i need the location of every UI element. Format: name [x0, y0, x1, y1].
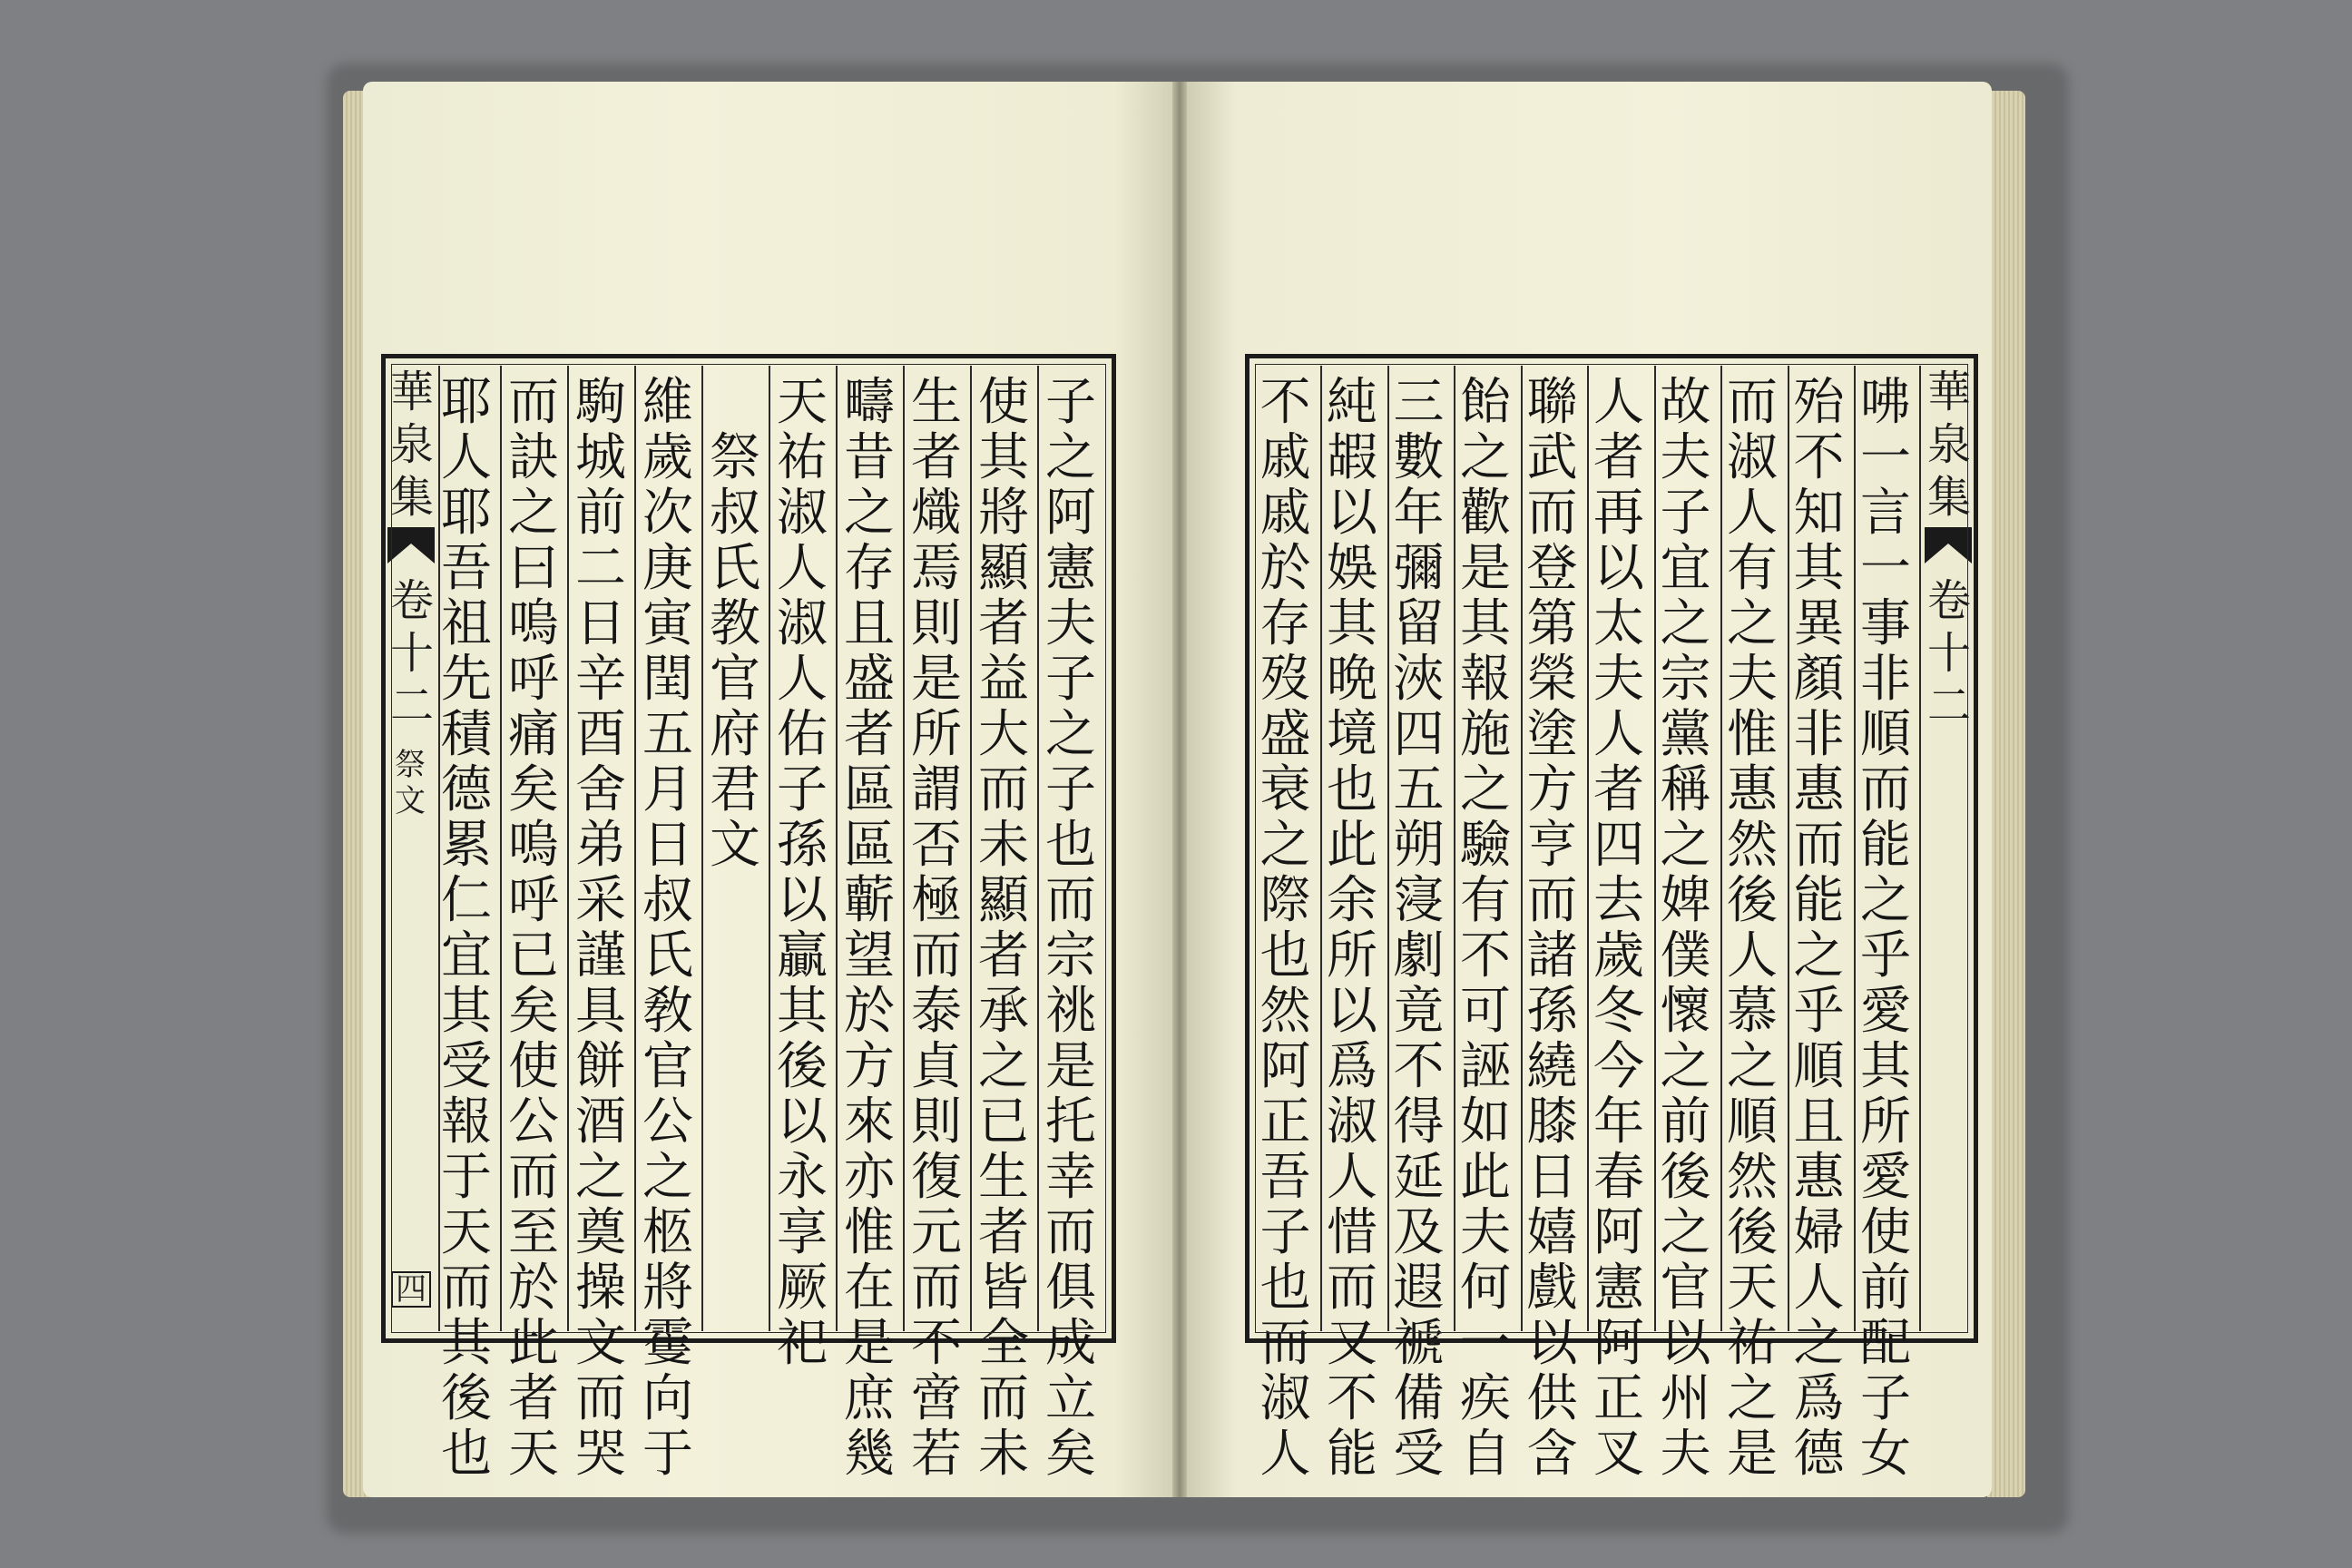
column-rule — [1037, 366, 1039, 1331]
text-column: 故 夫 子 宜 之 宗 黨 稱 之 婢 僕 懷 之 前 後 之 官 以 州 夫 — [1660, 373, 1711, 1484]
left-margin-title: 華 泉 集 — [390, 367, 435, 523]
column-rule — [438, 366, 440, 1331]
right-volume-label: 卷 十 二 — [1927, 575, 1972, 731]
text-column: 駒 城 前 二 日 辛 酉 舍 弟 采 謹 具 餅 酒 之 奠 操 文 而 哭 — [575, 373, 626, 1484]
text-column: 咈 一 言 一 事 非 順 而 能 之 乎 愛 其 所 愛 使 前 配 子 女 — [1860, 373, 1911, 1484]
text-column: 不 戚 戚 於 存 歿 盛 衰 之 際 也 然 阿 正 吾 子 也 而 淑 人 — [1259, 373, 1311, 1484]
column-rule — [1587, 366, 1589, 1331]
left-page-number: 四 — [391, 1271, 431, 1308]
text-column: 耶 人 耶 吾 祖 先 積 德 累 仁 宜 其 受 報 于 天 而 其 後 也 — [441, 373, 492, 1484]
text-column: 而 訣 之 曰 嗚 呼 痛 矣 嗚 呼 已 矣 使 公 而 至 於 此 者 天 — [508, 373, 559, 1484]
column-rule — [1521, 366, 1523, 1331]
text-column: 三 數 年 彌 留 浹 四 五 朔 寖 劇 竟 不 得 延 及 遐 禠 備 受 — [1393, 373, 1445, 1484]
left-text-block — [381, 354, 1116, 1484]
fish-tail-mark — [1925, 527, 1972, 564]
column-rule — [769, 366, 770, 1331]
column-rule — [903, 366, 905, 1331]
text-column: 人 者 再 以 太 夫 人 者 四 去 歲 冬 今 年 春 阿 憲 阿 正 叉 — [1593, 373, 1644, 1484]
text-column: 疇 昔 之 存 且 盛 者 區 區 蘄 望 於 方 來 亦 惟 在 是 庶 幾 — [844, 373, 895, 1484]
right-page-edges — [1987, 91, 2025, 1497]
column-rule — [836, 366, 838, 1331]
text-column: 殆 不 知 其 異 顏 非 惠 而 能 之 乎 順 且 惠 婦 人 之 爲 德 — [1793, 373, 1845, 1484]
text-column: 天 祐 淑 人 淑 人 佑 子 孫 以 贏 其 後 以 永 享 厥 祀 — [777, 373, 828, 1373]
column-rule — [1654, 366, 1656, 1331]
left-section-label: 祭 文 — [395, 747, 426, 819]
column-rule — [634, 366, 636, 1331]
left-volume-label: 卷 十 二 — [390, 575, 435, 731]
text-column: 聯 武 而 登 第 榮 塗 方 亨 而 諸 孫 繞 膝 日 嬉 戲 以 供 含 — [1526, 373, 1578, 1484]
text-column: 使 其 將 顯 者 益 大 而 未 顯 者 承 之 已 生 者 皆 全 而 未 — [978, 373, 1029, 1484]
fish-tail-mark — [387, 527, 435, 564]
column-rule — [1454, 366, 1455, 1331]
text-column: 生 者 熾 焉 則 是 所 謂 否 極 而 泰 貞 則 復 元 而 不 啻 若 — [911, 373, 962, 1484]
column-rule — [1854, 366, 1856, 1331]
book-gutter — [1172, 82, 1187, 1497]
right-margin-column — [1923, 366, 1974, 1340]
column-rule — [1387, 366, 1389, 1331]
column-rule — [970, 366, 972, 1331]
column-rule — [500, 366, 502, 1331]
right-text-block — [1245, 354, 1978, 1484]
column-rule — [1720, 366, 1722, 1331]
column-rule — [701, 366, 703, 1331]
text-column: 祭 叔 氏 教 官 府 君 文 — [710, 428, 760, 875]
column-rule — [567, 366, 569, 1331]
right-margin-title: 華 泉 集 — [1927, 367, 1972, 523]
text-column: 維 歲 次 庚 寅 閏 五 月 日 叔 氏 敎 官 公 之 柩 將 䨥 向 于 — [642, 373, 693, 1484]
text-column: 飴 之 歡 是 其 報 施 之 驗 有 不 可 誣 如 此 夫 何 一 疾 自 — [1460, 373, 1511, 1484]
left-margin-column — [386, 366, 436, 1340]
column-rule — [1919, 366, 1921, 1331]
text-column: 子 之 阿 憲 夫 子 之 子 也 而 宗 祧 是 托 幸 而 俱 成 立 矣 — [1045, 373, 1096, 1484]
text-column: 純 嘏 以 娛 其 晩 境 也 此 余 所 以 爲 淑 人 惜 而 又 不 能 — [1327, 373, 1377, 1484]
text-column: 而 淑 人 有 之 夫 惟 惠 然 後 人 慕 之 順 然 後 天 祐 之 是 — [1727, 373, 1778, 1484]
column-rule — [1320, 366, 1322, 1331]
column-rule — [1788, 366, 1789, 1331]
